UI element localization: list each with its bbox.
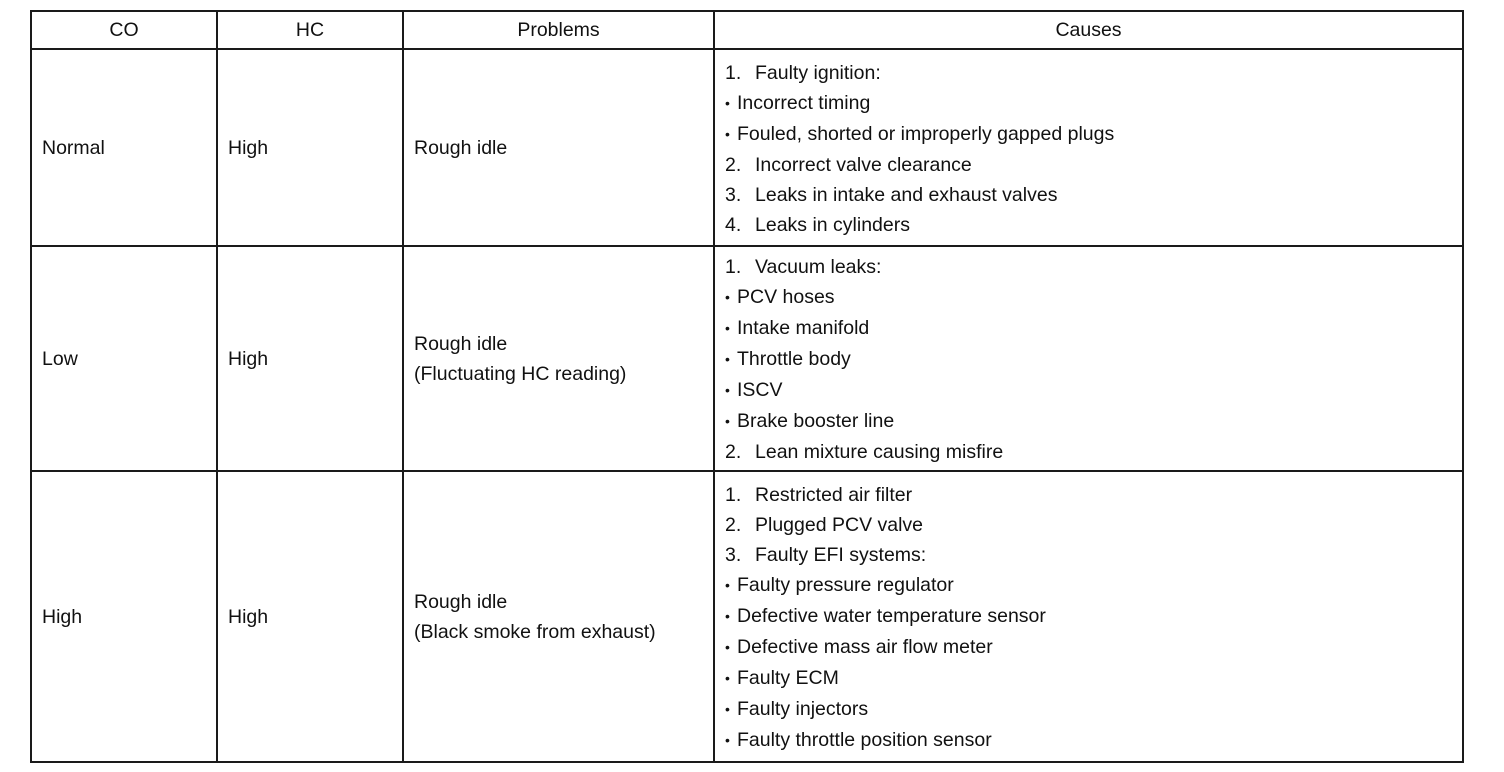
bullet-marker: • [725,382,730,398]
cause-text: Restricted air filter [755,483,913,506]
cause-text: Plugged PCV valve [755,513,924,536]
bullet-marker: • [725,289,730,305]
header-row [31,11,1463,49]
causes-cell [714,49,1463,246]
cause-text: Faulty pressure regulator [737,573,954,596]
cause-text: Faulty throttle position sensor [737,728,992,751]
cause-bullet-item [725,375,1452,406]
cause-text: Defective water temperature sensor [737,604,1046,627]
item-number: 3. [725,543,742,566]
header-co: CO [31,11,217,49]
causes-cell [714,471,1463,762]
item-number: 1. [725,483,742,506]
co-cell: Normal [31,49,217,246]
hc-cell: High [217,471,403,762]
cause-numbered-item [725,540,1452,570]
problem-line: Rough idle [414,136,508,159]
cause-text: ISCV [737,379,783,401]
problem-cell [403,49,714,246]
cause-bullet-item [725,88,1452,119]
bullet-marker: • [725,576,730,593]
cause-bullet-item [725,313,1452,344]
cause-numbered-item [725,58,1452,88]
table-row [31,49,1463,246]
header-causes: Causes [714,11,1463,49]
table-row [31,471,1463,762]
cause-bullet-item [725,632,1452,663]
hc-cell: High [217,246,403,471]
item-number: 2. [725,153,742,176]
header-problems: Problems [403,11,714,49]
item-number: 4. [725,213,742,236]
co-cell: High [31,471,217,762]
bullet-marker: • [725,320,730,336]
header-hc: HC [217,11,403,49]
item-number: 1. [725,256,742,278]
cause-bullet-item [725,694,1452,725]
cause-numbered-item [725,180,1452,210]
bullet-marker: • [725,700,730,717]
cause-bullet-item [725,725,1452,756]
bullet-marker: • [725,731,730,748]
cause-bullet-item [725,601,1452,632]
bullet-marker: • [725,669,730,686]
cause-text: Faulty ignition: [755,61,881,84]
item-number: 3. [725,183,742,206]
item-number: 2. [725,441,742,463]
cause-text: Faulty EFI systems: [755,543,927,566]
cause-bullet-item [725,344,1452,375]
diagnosis-table-container [30,10,1462,761]
bullet-marker: • [725,94,730,111]
cause-bullet-item [725,570,1452,601]
cause-numbered-item [725,510,1452,540]
cause-text: Lean mixture causing misfire [755,441,1004,463]
problem-line: (Black smoke from exhaust) [414,620,656,643]
emissions-diagnosis-table [30,10,1464,763]
cause-bullet-item [725,663,1452,694]
bullet-marker: • [725,638,730,655]
cause-text: Leaks in cylinders [755,213,910,236]
problem-line: (Fluctuating HC reading) [414,362,627,385]
co-cell: Low [31,246,217,471]
cause-text: Brake booster line [737,410,895,432]
cause-text: Intake manifold [737,317,870,339]
cause-bullet-item [725,119,1452,150]
cause-text: Defective mass air flow meter [737,635,993,658]
cause-text: Vacuum leaks: [755,256,882,278]
table-row [31,246,1463,471]
table-body [31,49,1463,762]
cause-text: Faulty ECM [737,666,839,689]
cause-bullet-item [725,406,1452,437]
cause-numbered-item [725,150,1452,180]
item-number: 1. [725,61,742,84]
cause-bullet-item [725,282,1452,313]
bullet-marker: • [725,413,730,429]
cause-text: Leaks in intake and exhaust valves [755,183,1058,206]
cause-numbered-item [725,480,1452,510]
problem-cell [403,246,714,471]
cause-text: Incorrect valve clearance [755,153,972,176]
bullet-marker: • [725,351,730,367]
bullet-marker: • [725,125,730,142]
problem-line: Rough idle [414,590,508,613]
cause-text: Faulty injectors [737,697,869,720]
cause-numbered-item [725,437,1452,467]
cause-text: Incorrect timing [737,91,871,114]
cause-text: Throttle body [737,348,851,370]
cause-numbered-item [725,252,1452,282]
bullet-marker: • [725,607,730,624]
hc-cell: High [217,49,403,246]
cause-numbered-item [725,210,1452,240]
causes-cell [714,246,1463,471]
problem-cell [403,471,714,762]
cause-text: PCV hoses [737,286,835,308]
problem-line: Rough idle [414,332,508,355]
item-number: 2. [725,513,742,536]
cause-text: Fouled, shorted or improperly gapped plugs [737,122,1115,145]
